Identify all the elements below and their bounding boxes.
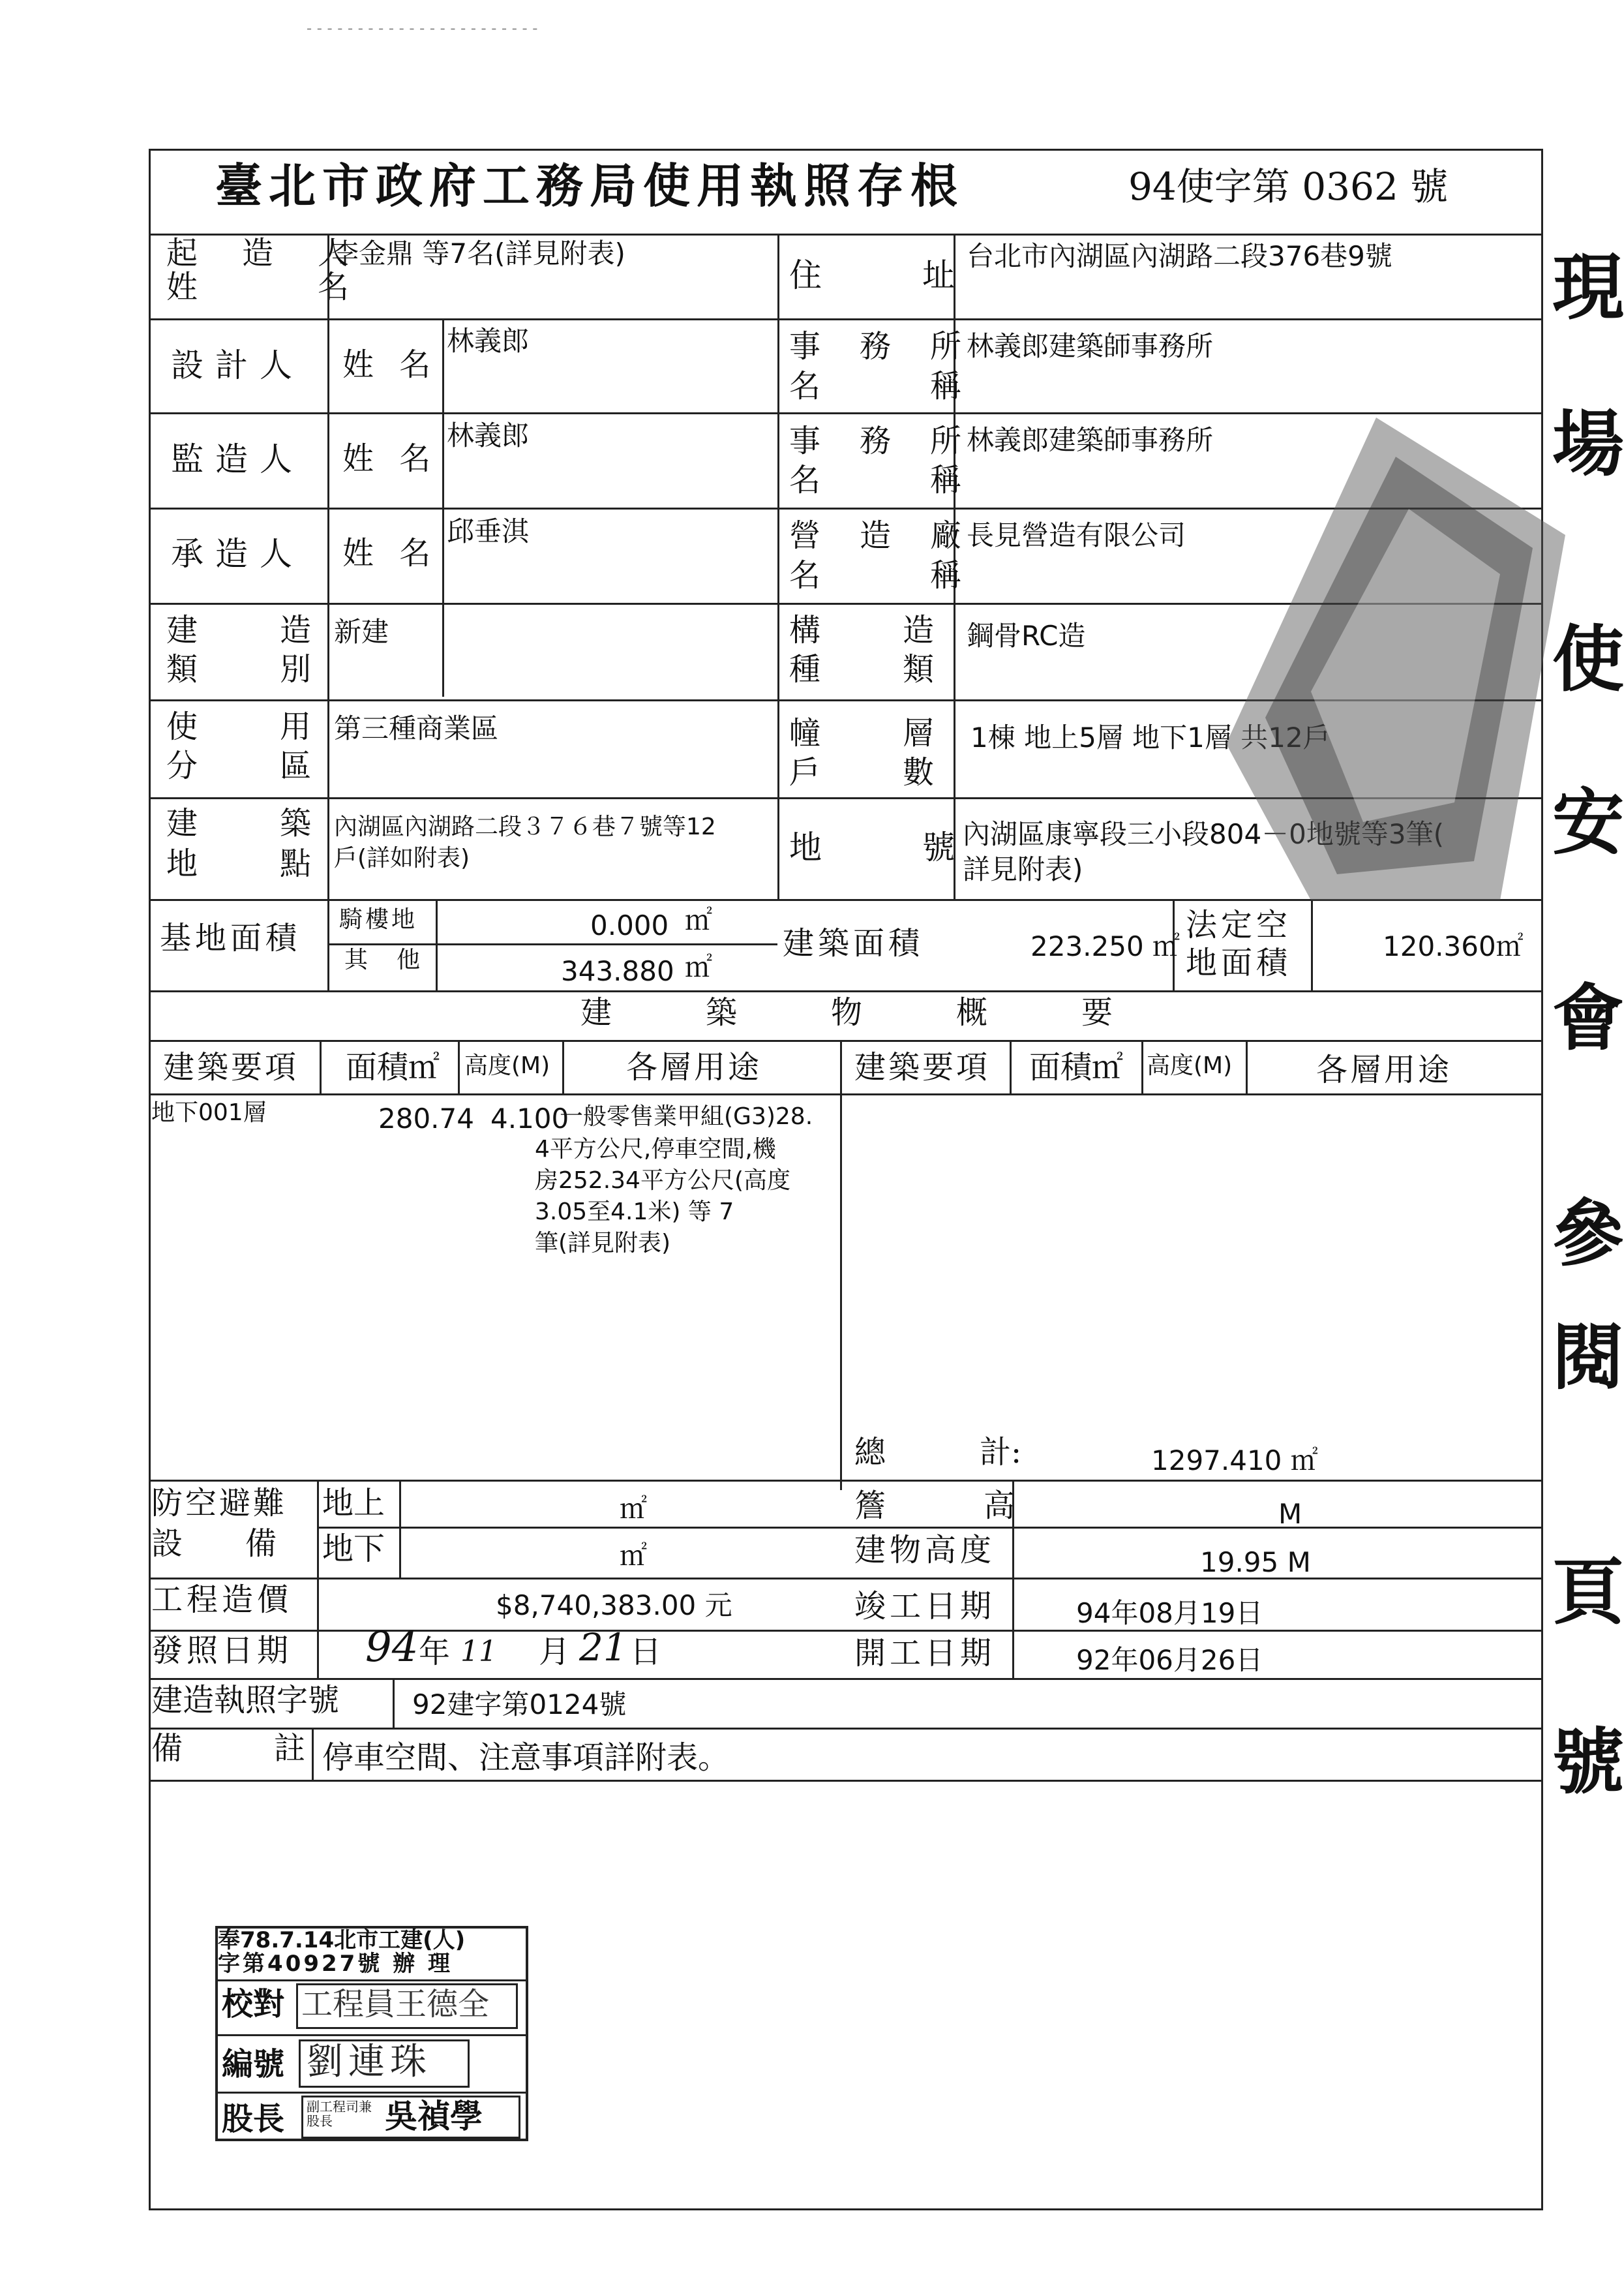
air-raid-above: 地上: [322, 1485, 385, 1521]
rule: [317, 1527, 840, 1529]
building-height-label: 建物高度: [854, 1532, 996, 1568]
structure-value: 鋼骨RC造: [967, 620, 1086, 652]
zoning-label-2: 分 區: [166, 748, 318, 784]
side-stamp-char-2: 場: [1552, 402, 1624, 486]
start-date-label: 開工日期: [854, 1635, 996, 1671]
address-label: 住 址: [789, 256, 967, 294]
lot-label: 地 號: [789, 829, 967, 866]
rule: [1141, 1040, 1143, 1093]
overview-header-item: 建築要項: [163, 1049, 299, 1086]
build-area-label: 建築面積: [783, 925, 924, 962]
issue-year-unit: 年: [419, 1634, 451, 1670]
air-raid-label-2: 設 備: [151, 1525, 277, 1562]
office-stamp-line1: 奉78.7.14北市工建(人): [218, 1927, 466, 1953]
side-stamp-char-5: 會: [1552, 976, 1624, 1060]
other-unit: ㎡: [685, 951, 713, 983]
location-label: 建 築: [166, 805, 318, 842]
rule: [327, 943, 777, 945]
chief-label: 股長: [222, 2101, 285, 2137]
side-stamp-char-4: 安: [1552, 780, 1624, 864]
location-label-2: 地 點: [166, 846, 318, 882]
supervisor-name: 林義郎: [447, 419, 530, 451]
lot-value-2: 詳見附表): [963, 853, 1083, 885]
rule: [327, 234, 329, 990]
eave-value: M: [1278, 1498, 1302, 1530]
designer-office-label-2: 名 稱: [789, 368, 966, 404]
contractor-office-label: 營 造 廠: [789, 517, 966, 554]
units-value: 1棟 地上5層 地下1層 共12戶: [970, 722, 1331, 754]
rule: [840, 1527, 1543, 1529]
rule: [562, 1040, 564, 1093]
rule: [149, 1728, 1543, 1730]
rule: [320, 1040, 322, 1093]
rule: [458, 1040, 460, 1093]
floor-use-1: 一般零售業甲組(G3)28.: [560, 1103, 813, 1130]
total-value: 1297.410 ㎡: [1151, 1444, 1318, 1476]
rule: [149, 1093, 1543, 1095]
designer-office-label: 事 務 所: [789, 328, 966, 365]
header-scan-mark: - - - - - - - - - - - - - - - - - - - - - - -: [307, 19, 538, 37]
rule: [215, 1979, 528, 1981]
contractor-office: 長見營造有限公司: [967, 519, 1186, 551]
remark-label-2: 註: [274, 1730, 306, 1767]
completion-label: 竣工日期: [854, 1588, 996, 1624]
side-stamp-char-8: 頁: [1552, 1550, 1624, 1634]
rule: [149, 1578, 1543, 1579]
units-label-2: 戶 數: [789, 754, 941, 791]
site-area-label: 基地面積: [160, 920, 301, 956]
rule: [215, 2092, 528, 2094]
floor-use-2: 4平方公尺,停車空間,機: [535, 1136, 776, 1163]
air-raid-label: 防空避難: [151, 1485, 288, 1521]
issue-day-unit: 日: [630, 1634, 662, 1670]
issue-year-handwritten: 94: [365, 1623, 419, 1671]
rule: [1311, 899, 1313, 990]
contractor-office-label-2: 名 稱: [789, 557, 966, 594]
remark-value: 停車空間、注意事項詳附表。: [322, 1739, 730, 1776]
rule: [399, 1480, 401, 1578]
lot-value: 內湖區康寧段三小段804－0地號等3筆(: [963, 818, 1444, 850]
overview-title: 建 築 物 概 要: [580, 994, 1113, 1031]
contractor-name-label: 姓 名: [342, 535, 439, 572]
units-label: 幢 層: [789, 715, 941, 752]
rule: [149, 1040, 1543, 1042]
issue-day-handwritten: 21: [579, 1625, 627, 1670]
location-value-2: 戶(詳如附表): [334, 845, 470, 872]
side-stamp-char-1: 現: [1552, 245, 1624, 329]
supervisor-label: 監造人: [171, 440, 304, 478]
arcade-label: 騎樓地: [339, 906, 418, 933]
chief-value: 吳禎學: [385, 2097, 483, 2135]
permit-number: 94使字第 0362 號: [1128, 164, 1449, 209]
floor-height: 4.100: [490, 1103, 569, 1135]
rule: [777, 234, 779, 899]
zoning-label: 使 用: [166, 709, 318, 745]
arcade-unit: ㎡: [685, 904, 713, 936]
start-date-value: 92年06月26日: [1076, 1644, 1263, 1676]
designer-office: 林義郎建築師事務所: [967, 330, 1214, 362]
supervisor-name-label: 姓 名: [342, 440, 439, 477]
completion-value: 94年08月19日: [1076, 1597, 1263, 1629]
air-raid-below-unit: ㎡: [620, 1540, 648, 1572]
side-stamp-char-3: 使: [1552, 617, 1624, 701]
side-stamp-char-7: 閱: [1552, 1315, 1624, 1399]
issue-month-handwritten: 11: [460, 1635, 497, 1668]
check-label: 校對: [222, 1986, 285, 2022]
document-title: 臺北市政府工務局使用執照存根: [215, 158, 965, 213]
chief-small: 副工程司兼股長: [307, 2099, 372, 2129]
contractor-label: 承造人: [171, 535, 304, 573]
rule: [149, 1780, 1543, 1782]
overview-header-use: 各層用途: [626, 1049, 762, 1086]
cost-label: 工程造價: [151, 1581, 293, 1618]
rule: [149, 990, 1543, 992]
build-permit-value: 92建字第0124號: [412, 1688, 627, 1720]
open-area-label-2: 地面積: [1186, 945, 1292, 981]
rule: [149, 318, 1543, 320]
rule: [393, 1678, 395, 1728]
applicant-label: 起 造 人: [166, 235, 356, 271]
overview-header-height-2: 高度(M): [1147, 1052, 1233, 1079]
open-area-value: 120.360㎡: [1383, 930, 1524, 962]
check-value: 工程員王德全: [301, 1986, 490, 2022]
floor-use-3: 房252.34平方公尺(高度: [535, 1167, 791, 1194]
applicant-value: 李金鼎 等7名(詳見附表): [331, 237, 625, 269]
smudged-stamp: [1226, 378, 1591, 900]
build-permit-label: 建造執照字號: [151, 1682, 340, 1718]
air-raid-below: 地下: [322, 1531, 385, 1567]
building-height-value: 19.95 M: [1200, 1546, 1311, 1578]
issue-date-label: 發照日期: [151, 1632, 293, 1669]
designer-name-label: 姓 名: [342, 346, 439, 383]
number-label: 編號: [222, 2046, 285, 2082]
supervisor-office-label-2: 名 稱: [789, 462, 966, 498]
rule: [317, 1578, 319, 1678]
rule: [312, 1728, 314, 1780]
overview-header-item-2: 建築要項: [854, 1049, 991, 1086]
arcade-value: 0.000: [590, 909, 669, 941]
office-stamp-line2: 字第40927號 辦 理: [218, 1951, 453, 1977]
number-value: 劉連珠: [307, 2041, 432, 2083]
rule: [149, 1480, 1543, 1482]
build-type-label: 建 造: [166, 612, 318, 648]
overview-header-use-2: 各層用途: [1316, 1052, 1452, 1088]
designer-name: 林義郎: [447, 325, 530, 357]
floor-use-5: 筆(詳見附表): [535, 1230, 671, 1257]
build-area-value: 223.250 ㎡: [1030, 930, 1180, 962]
location-value: 內湖區內湖路二段３７６巷７號等12: [334, 814, 716, 840]
air-raid-above-unit: ㎡: [620, 1493, 648, 1525]
rule: [149, 234, 1543, 236]
rule: [317, 1480, 319, 1578]
rule: [215, 2034, 528, 2036]
overview-header-area-2: 面積㎡: [1029, 1049, 1124, 1086]
zoning-value: 第三種商業區: [334, 712, 499, 744]
applicant-label-2: 姓 名: [166, 269, 356, 305]
structure-label: 構 造: [789, 612, 941, 648]
floor-item: 地下001層: [151, 1099, 267, 1126]
remark-label: 備: [151, 1730, 183, 1767]
supervisor-office: 林義郎建築師事務所: [967, 424, 1214, 456]
rule: [840, 1040, 842, 1490]
build-type-label-2: 類 別: [166, 651, 318, 688]
rule: [149, 1678, 1543, 1680]
other-label: 其 他: [344, 947, 423, 973]
side-stamp-char-9: 號: [1552, 1720, 1624, 1804]
supervisor-office-label: 事 務 所: [789, 423, 966, 459]
overview-header-area: 面積㎡: [346, 1049, 440, 1086]
total-label: 總 計:: [854, 1434, 1022, 1471]
floor-area: 280.74: [378, 1103, 474, 1135]
rule: [1010, 1040, 1012, 1093]
open-area-label: 法定空: [1186, 907, 1292, 943]
rule: [1246, 1040, 1248, 1093]
build-type-value: 新建: [334, 616, 389, 648]
issue-month-unit: 月: [539, 1634, 571, 1670]
other-value: 343.880: [561, 955, 674, 987]
designer-label: 設計人: [171, 346, 304, 384]
overview-header-height: 高度(M): [464, 1052, 550, 1079]
side-stamp-char-6: 參: [1552, 1191, 1624, 1275]
structure-label-2: 種 類: [789, 651, 941, 688]
contractor-name: 邱垂淇: [447, 515, 530, 547]
eave-label: 簷 高: [854, 1487, 1027, 1524]
floor-use-4: 3.05至4.1米) 等 7: [535, 1198, 734, 1225]
address-value: 台北市內湖區內湖路二段376巷9號: [967, 240, 1392, 272]
rule: [149, 1630, 1543, 1632]
cost-value: $8,740,383.00 元: [496, 1589, 732, 1621]
